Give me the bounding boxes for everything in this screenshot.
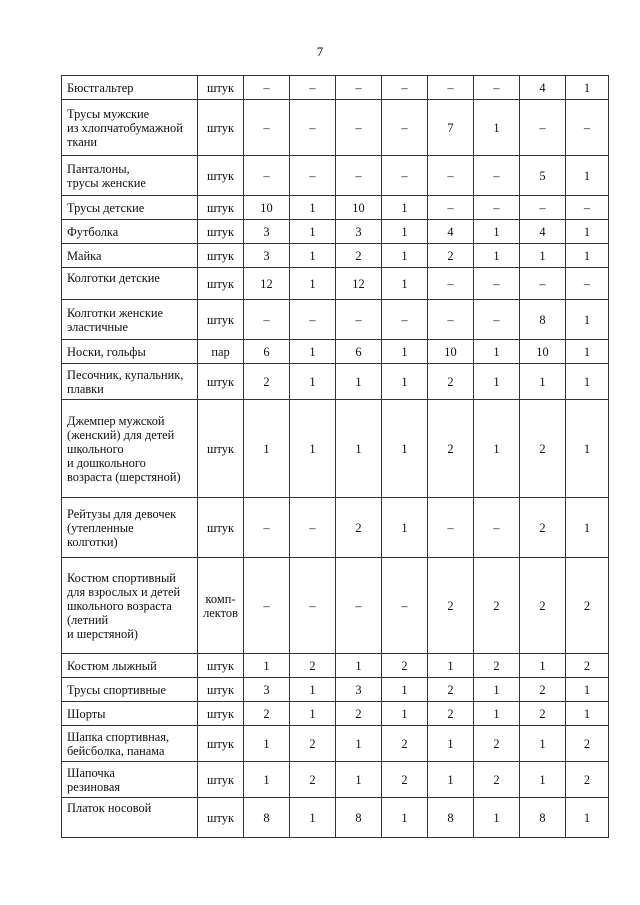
item-name-line: резиновая — [67, 779, 121, 794]
item-name-line: школьного возраста — [67, 598, 172, 613]
value-cell: 2 — [520, 400, 566, 498]
value-cell: 1 — [336, 762, 382, 798]
item-name-line: Шапочка — [67, 765, 115, 780]
value-cell: – — [428, 76, 474, 100]
value-cell: – — [290, 498, 336, 558]
unit-line: штук — [206, 810, 234, 825]
value-cell: 1 — [474, 364, 520, 400]
unit-cell — [198, 364, 244, 400]
table-row — [62, 300, 609, 340]
unit-cell — [198, 220, 244, 244]
value-cell: 1 — [244, 654, 290, 678]
unit-line: штук — [206, 80, 234, 95]
unit-cell — [198, 100, 244, 156]
table-body — [62, 76, 609, 838]
value-cell: – — [428, 196, 474, 220]
value-cell: – — [520, 268, 566, 300]
value-cell: 2 — [566, 726, 609, 762]
value-cell: 1 — [244, 762, 290, 798]
value-cell: – — [336, 156, 382, 196]
value-cell: 1 — [520, 654, 566, 678]
value-cell: – — [474, 196, 520, 220]
item-name-line: Песочник, купальник, — [67, 367, 184, 382]
value-cell: 12 — [336, 268, 382, 300]
item-name-line: и дошкольного — [67, 455, 146, 470]
unit-line: штук — [206, 374, 234, 389]
table-row — [62, 678, 609, 702]
value-cell: 1 — [290, 702, 336, 726]
item-name-line: колготки) — [67, 534, 118, 549]
item-name-line: школьного — [67, 441, 124, 456]
unit-cell — [198, 498, 244, 558]
item-name-line: Майка — [67, 248, 102, 263]
value-cell: – — [336, 300, 382, 340]
item-name-cell — [62, 558, 198, 654]
value-cell: – — [244, 300, 290, 340]
value-cell: 1 — [520, 364, 566, 400]
value-cell: 8 — [336, 798, 382, 838]
item-name-cell — [62, 300, 198, 340]
value-cell: 12 — [244, 268, 290, 300]
item-name-cell — [62, 678, 198, 702]
unit-cell — [198, 762, 244, 798]
value-cell: – — [382, 558, 428, 654]
value-cell: 1 — [474, 340, 520, 364]
value-cell: 1 — [336, 400, 382, 498]
value-cell: 1 — [382, 798, 428, 838]
value-cell: 1 — [382, 678, 428, 702]
value-cell: – — [428, 498, 474, 558]
item-name-cell — [62, 702, 198, 726]
value-cell: 1 — [474, 798, 520, 838]
item-name-line: ткани — [67, 134, 98, 149]
unit-line: штук — [206, 120, 234, 135]
table-row — [62, 400, 609, 498]
value-cell: 1 — [290, 196, 336, 220]
value-cell: 3 — [336, 220, 382, 244]
item-name-line: Бюстгальтер — [67, 80, 134, 95]
item-name-cell — [62, 654, 198, 678]
value-cell: 2 — [428, 244, 474, 268]
value-cell: 3 — [244, 678, 290, 702]
item-name-line: Колготки детские — [67, 271, 160, 285]
item-name-line: Костюм спортивный — [67, 570, 176, 585]
unit-cell — [198, 340, 244, 364]
page-number: 7 — [316, 44, 324, 59]
unit-cell — [198, 76, 244, 100]
value-cell: – — [474, 300, 520, 340]
item-name-line: Рейтузы для девочек — [67, 506, 177, 521]
item-name-line: Шапка спортивная, — [67, 729, 170, 744]
item-name-cell — [62, 498, 198, 558]
item-name-cell — [62, 268, 198, 300]
table-row — [62, 76, 609, 100]
value-cell: 1 — [244, 726, 290, 762]
unit-line: пар — [211, 344, 230, 359]
value-cell: 2 — [336, 498, 382, 558]
value-cell: 1 — [382, 340, 428, 364]
value-cell: 2 — [566, 654, 609, 678]
value-cell: 2 — [428, 364, 474, 400]
value-cell: – — [382, 156, 428, 196]
value-cell: 2 — [336, 244, 382, 268]
value-cell: 2 — [290, 726, 336, 762]
value-cell: 1 — [520, 762, 566, 798]
value-cell: 2 — [474, 762, 520, 798]
value-cell: 2 — [474, 558, 520, 654]
value-cell: 3 — [244, 220, 290, 244]
item-name-line: и шерстяной) — [67, 626, 138, 641]
unit-line: штук — [206, 312, 234, 327]
value-cell: 1 — [290, 364, 336, 400]
value-cell: 1 — [290, 340, 336, 364]
value-cell: 2 — [520, 498, 566, 558]
value-cell: 1 — [290, 268, 336, 300]
value-cell: 2 — [520, 678, 566, 702]
item-name-line: (летний — [67, 612, 109, 627]
value-cell: – — [566, 268, 609, 300]
value-cell: 1 — [520, 244, 566, 268]
table-row — [62, 196, 609, 220]
value-cell: 1 — [290, 220, 336, 244]
item-name-cell — [62, 364, 198, 400]
unit-line: штук — [206, 706, 234, 721]
item-name-cell — [62, 156, 198, 196]
value-cell: 8 — [244, 798, 290, 838]
value-cell: 2 — [520, 558, 566, 654]
table-row — [62, 654, 609, 678]
item-name-line: Костюм лыжный — [67, 658, 157, 673]
value-cell: 2 — [566, 762, 609, 798]
table-row — [62, 798, 609, 838]
table-row — [62, 156, 609, 196]
value-cell: – — [244, 156, 290, 196]
value-cell: 1 — [474, 702, 520, 726]
unit-line: штук — [206, 520, 234, 535]
value-cell: 2 — [428, 702, 474, 726]
item-name-cell — [62, 244, 198, 268]
value-cell: – — [244, 100, 290, 156]
table-row — [62, 498, 609, 558]
value-cell: 1 — [566, 300, 609, 340]
unit-line: штук — [206, 248, 234, 263]
value-cell: 2 — [290, 654, 336, 678]
value-cell: – — [244, 498, 290, 558]
table-row — [62, 244, 609, 268]
value-cell: 1 — [474, 244, 520, 268]
item-name-cell — [62, 220, 198, 244]
value-cell: 1 — [382, 400, 428, 498]
item-name-line: Колготки женские — [67, 305, 164, 320]
item-name-line: Трусы спортивные — [67, 682, 166, 697]
unit-line: штук — [206, 224, 234, 239]
item-name-line: (женский) для детей — [67, 427, 175, 442]
value-cell: 1 — [336, 726, 382, 762]
unit-cell — [198, 156, 244, 196]
value-cell: 1 — [474, 100, 520, 156]
unit-cell — [198, 798, 244, 838]
unit-line: комп- — [205, 591, 236, 606]
item-name-cell — [62, 196, 198, 220]
value-cell: 1 — [382, 244, 428, 268]
value-cell: 1 — [336, 654, 382, 678]
value-cell: 2 — [382, 762, 428, 798]
item-name-line: (утепленные — [67, 520, 134, 535]
value-cell: 3 — [336, 678, 382, 702]
value-cell: – — [382, 100, 428, 156]
value-cell: 1 — [382, 364, 428, 400]
value-cell: – — [474, 268, 520, 300]
unit-line: штук — [206, 441, 234, 456]
value-cell: 1 — [566, 702, 609, 726]
unit-cell — [198, 726, 244, 762]
item-name-cell — [62, 76, 198, 100]
value-cell: 1 — [382, 268, 428, 300]
item-name-line: для взрослых и детей — [67, 584, 181, 599]
value-cell: 2 — [428, 400, 474, 498]
value-cell: 1 — [474, 220, 520, 244]
value-cell: – — [566, 196, 609, 220]
value-cell: – — [474, 156, 520, 196]
unit-line: штук — [206, 736, 234, 751]
item-name-line: Трусы мужские — [67, 106, 150, 121]
table-row — [62, 702, 609, 726]
table-row — [62, 268, 609, 300]
table-row — [62, 220, 609, 244]
value-cell: 4 — [520, 76, 566, 100]
value-cell: 1 — [336, 364, 382, 400]
unit-cell — [198, 558, 244, 654]
value-cell: 1 — [382, 702, 428, 726]
value-cell: 8 — [520, 798, 566, 838]
value-cell: 1 — [290, 244, 336, 268]
item-name-line: эластичные — [67, 319, 129, 334]
table-row — [62, 100, 609, 156]
value-cell: – — [428, 156, 474, 196]
unit-line: штук — [206, 658, 234, 673]
table-row — [62, 762, 609, 798]
value-cell: – — [382, 300, 428, 340]
value-cell: – — [290, 300, 336, 340]
value-cell: 1 — [428, 726, 474, 762]
value-cell: – — [474, 498, 520, 558]
value-cell: 2 — [290, 762, 336, 798]
value-cell: 1 — [244, 400, 290, 498]
item-name-line: Трусы детские — [67, 200, 145, 215]
unit-cell — [198, 268, 244, 300]
value-cell: – — [290, 100, 336, 156]
value-cell: 1 — [520, 726, 566, 762]
table-row — [62, 340, 609, 364]
value-cell: – — [428, 268, 474, 300]
value-cell: – — [336, 558, 382, 654]
item-name-line: бейсболка, панама — [67, 743, 165, 758]
value-cell: 1 — [290, 400, 336, 498]
value-cell: 1 — [290, 678, 336, 702]
item-name-line: плавки — [67, 381, 104, 396]
unit-line: штук — [206, 772, 234, 787]
value-cell: 2 — [474, 726, 520, 762]
value-cell: 2 — [428, 678, 474, 702]
value-cell: 1 — [382, 196, 428, 220]
value-cell: 8 — [520, 300, 566, 340]
value-cell: 8 — [428, 798, 474, 838]
value-cell: – — [290, 156, 336, 196]
item-name-line: из хлопчатобумажной — [67, 120, 183, 135]
value-cell: 6 — [244, 340, 290, 364]
unit-cell — [198, 702, 244, 726]
value-cell: 6 — [336, 340, 382, 364]
value-cell: – — [428, 300, 474, 340]
value-cell: 5 — [520, 156, 566, 196]
value-cell: – — [382, 76, 428, 100]
item-name-cell — [62, 400, 198, 498]
value-cell: 3 — [244, 244, 290, 268]
value-cell: – — [290, 76, 336, 100]
item-name-line: Носки, гольфы — [67, 344, 146, 359]
value-cell: 1 — [290, 798, 336, 838]
value-cell: – — [336, 76, 382, 100]
value-cell: 4 — [428, 220, 474, 244]
value-cell: 1 — [382, 220, 428, 244]
value-cell: – — [244, 558, 290, 654]
item-name-line: Панталоны, — [67, 161, 130, 176]
unit-cell — [198, 300, 244, 340]
unit-line: лектов — [203, 605, 238, 620]
value-cell: – — [474, 76, 520, 100]
item-name-cell — [62, 100, 198, 156]
table-row — [62, 364, 609, 400]
value-cell: 1 — [428, 654, 474, 678]
value-cell: 1 — [474, 400, 520, 498]
value-cell: – — [244, 76, 290, 100]
value-cell: 1 — [382, 498, 428, 558]
value-cell: 10 — [428, 340, 474, 364]
value-cell: 10 — [336, 196, 382, 220]
value-cell: 2 — [336, 702, 382, 726]
unit-cell — [198, 244, 244, 268]
value-cell: 1 — [474, 678, 520, 702]
value-cell: 2 — [520, 702, 566, 726]
unit-cell — [198, 654, 244, 678]
item-name-cell — [62, 762, 198, 798]
item-name-line: трусы женские — [67, 175, 146, 190]
unit-line: штук — [206, 276, 234, 291]
unit-cell — [198, 400, 244, 498]
value-cell: 1 — [566, 678, 609, 702]
value-cell: – — [520, 100, 566, 156]
item-name-line: Джемпер мужской — [67, 413, 165, 428]
item-name-cell — [62, 340, 198, 364]
value-cell: 2 — [382, 726, 428, 762]
value-cell: 10 — [520, 340, 566, 364]
unit-line: штук — [206, 682, 234, 697]
value-cell: 1 — [566, 340, 609, 364]
value-cell: 1 — [566, 244, 609, 268]
item-name-line: Шорты — [67, 706, 106, 721]
item-name-line: возраста (шерстяной) — [67, 469, 181, 484]
value-cell: 2 — [428, 558, 474, 654]
value-cell: 2 — [244, 702, 290, 726]
value-cell: 1 — [566, 220, 609, 244]
unit-cell — [198, 196, 244, 220]
value-cell: 1 — [566, 400, 609, 498]
item-name-line: Футболка — [67, 224, 119, 239]
item-name-cell — [62, 798, 198, 838]
value-cell: – — [566, 100, 609, 156]
value-cell: 2 — [566, 558, 609, 654]
unit-line: штук — [206, 200, 234, 215]
value-cell: 2 — [474, 654, 520, 678]
value-cell: 1 — [566, 76, 609, 100]
value-cell: – — [336, 100, 382, 156]
item-name-line: Платок носовой — [67, 801, 152, 815]
unit-cell — [198, 678, 244, 702]
table-row — [62, 558, 609, 654]
item-name-cell — [62, 726, 198, 762]
norms-table — [61, 75, 609, 838]
value-cell: 1 — [566, 798, 609, 838]
unit-line: штук — [206, 168, 234, 183]
value-cell: 1 — [566, 364, 609, 400]
value-cell: – — [520, 196, 566, 220]
value-cell: 1 — [566, 498, 609, 558]
value-cell: 1 — [566, 156, 609, 196]
value-cell: 4 — [520, 220, 566, 244]
value-cell: 1 — [428, 762, 474, 798]
table-row — [62, 726, 609, 762]
value-cell: 2 — [244, 364, 290, 400]
value-cell: 10 — [244, 196, 290, 220]
value-cell: 2 — [382, 654, 428, 678]
value-cell: – — [290, 558, 336, 654]
value-cell: 7 — [428, 100, 474, 156]
